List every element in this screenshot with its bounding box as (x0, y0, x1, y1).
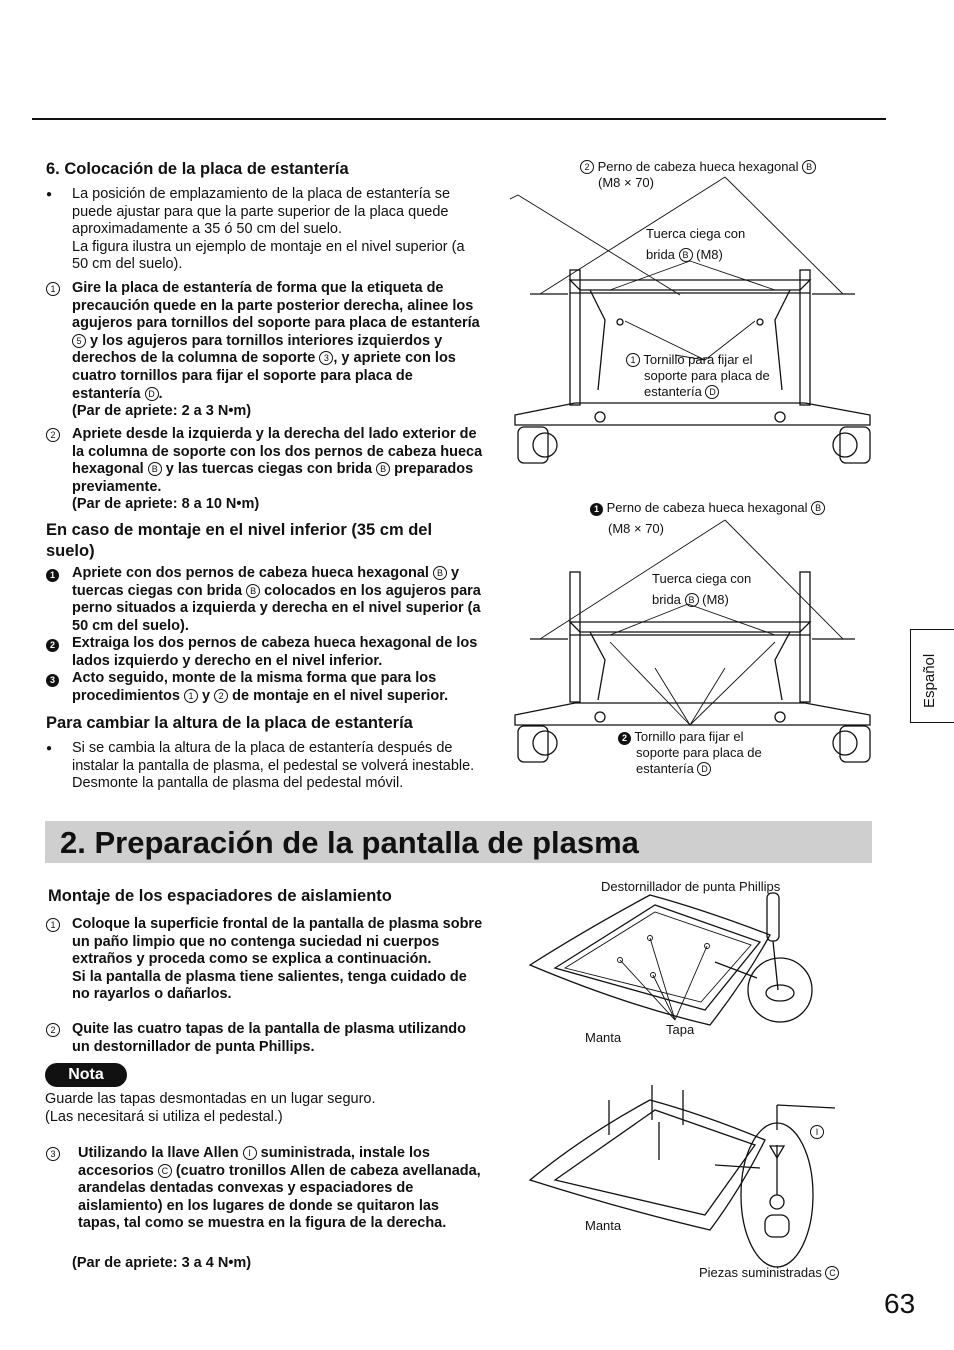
fig1-screw-text-3: estantería (644, 384, 706, 399)
leader-line (655, 668, 690, 725)
fig1-label-screw (626, 352, 770, 400)
manta-label: Manta (585, 1030, 622, 1045)
zoom-line (715, 1165, 760, 1168)
fig1-nut-text-2: brida (646, 247, 679, 262)
leader-line (510, 195, 518, 200)
fig2-screw-text: Tornillo para fijar el (631, 729, 744, 744)
fig1-label-nut (646, 223, 745, 265)
note-text (45, 1091, 485, 1126)
lower-item-2 (46, 635, 484, 670)
height-title: Para cambiar la altura de la placa de estantería (46, 714, 413, 732)
section2-s3c: (cuatro tronillos Allen de cabeza avellanada, arandelas dentadas convexas y espaciadores de aislamiento) en los lugares de donde se quitaron las tapas, tal como se muestra en la figura de la derecha. (78, 1162, 481, 1232)
screwdriver-handle (767, 893, 779, 941)
supplied-parts-text: Piezas suministradas (699, 1265, 826, 1280)
section2-instruction-2 (46, 1021, 484, 1056)
shelf-plate (570, 622, 810, 632)
ref-c: C (825, 1266, 839, 1280)
section2-s1b: Si la pantalla de plasma tiene salientes, tenga cuidado de no rayarlos o dañarlos. (72, 968, 467, 1003)
ref-b: B (802, 160, 816, 174)
fig2-screw-text-2: soporte para placa de (636, 745, 762, 760)
ref-2: 2 (580, 160, 594, 174)
column-right (800, 270, 810, 405)
step6-s2b: y las tuercas ciegas con brida (161, 461, 377, 478)
caster-small (595, 712, 605, 722)
leader-line (610, 642, 690, 725)
ref-b: B (679, 248, 693, 262)
bracket-right (775, 290, 790, 390)
section2-s2: Quite las cuatro tapas de la pantalla de plasma utilizando un destornillador de punta Phillips. (72, 1021, 467, 1055)
screwdriver-shaft (773, 941, 778, 990)
section2-torque-3: (Par de apriete: 3 a 4 N•m) (72, 1255, 252, 1271)
bracket-right (775, 632, 790, 700)
ref-1: 1 (626, 353, 640, 367)
screw (617, 319, 623, 325)
shelf-upper-figure (510, 155, 880, 475)
marker-2: 2 (46, 428, 60, 442)
step6-s2c: preparados previamente. (72, 461, 474, 495)
ref-d: D (697, 762, 711, 776)
zoom-circle (748, 958, 812, 1022)
section2-instruction-3 (46, 1145, 484, 1233)
marker-1: 1 (46, 918, 60, 932)
lower-i3c: de montaje en el nivel superior. (228, 687, 449, 704)
marker-2: 2 (46, 1023, 60, 1037)
height-bullet (46, 740, 484, 793)
fig2-label-screw (618, 729, 762, 777)
ref-i: I (810, 1125, 824, 1139)
ref-b: B (811, 501, 825, 515)
bracket-left (590, 290, 605, 390)
leader-line (650, 938, 675, 1020)
caster-wheel (833, 433, 857, 457)
allen-key (777, 1105, 835, 1130)
ref-2: 2 (214, 689, 228, 703)
ref-b: B (376, 462, 390, 476)
ref-b: B (246, 584, 260, 598)
step6-bullet-text-1: La posición de emplazamiento de la placa de estantería se puede ajustar para que la parte superior de la placa quede aproximadamente a 35 ó 50 cm del suelo. (72, 186, 451, 238)
step6-s1c: , y apriete con los cuatro tornillos para fijar el soporte para placa de estantería (72, 350, 456, 402)
fig2-screw-text-3: estantería (636, 761, 698, 776)
fig1-bolt-size: (M8 × 70) (598, 175, 654, 190)
remove-caps-figure (525, 890, 825, 1040)
blanket-outline (530, 895, 770, 1025)
ref-d: D (145, 387, 159, 401)
marker-1: 1 (46, 282, 60, 296)
manta-label-2: Manta (585, 1218, 622, 1233)
note-text-1: Guarde las tapas desmontadas en un lugar seguro. (45, 1091, 376, 1107)
screw (757, 319, 763, 325)
blanket-outline (530, 1100, 765, 1230)
step6-s1b: y los agujeros para tornillos interiores izquierdos y derechos de la columna de soporte (72, 332, 443, 367)
num-1: 1 (590, 503, 603, 516)
fig1-screw-text-2: soporte para placa de (644, 368, 770, 383)
lower-i3a: Acto seguido, monte de la misma forma que para los procedimientos (72, 670, 437, 704)
caster-wheel (533, 433, 557, 457)
step6-torque-2: (Par de apriete: 8 a 10 N•m) (72, 496, 260, 513)
section2-s3b: suministrada, instale los accesorios (78, 1145, 430, 1179)
lower-i2: Extraiga los dos pernos de cabeza hueca hexagonal de los lados izquierdo y derecho en el nivel inferior. (72, 635, 478, 669)
ref-b: B (685, 593, 699, 607)
lower-i1c: colocados en los agujeros para perno situados a izquierda y derecha en el nivel superior (a 50 cm del suelo). (72, 582, 481, 634)
base-frame (515, 403, 870, 425)
fig2-bolt-size: (M8 × 70) (608, 521, 664, 536)
note-badge: Nota (45, 1063, 127, 1087)
note-text-2: (Las necesitará si utiliza el pedestal.) (45, 1108, 283, 1125)
fig2-nut-size: (M8) (698, 592, 729, 607)
ref-b: B (148, 462, 162, 476)
section-title: 2. Preparación de la pantalla de plasma (60, 825, 639, 860)
step6-bullet-text-2: La figura ilustra un ejemplo de montaje en el nivel superior (a 50 cm del suelo). (72, 238, 465, 273)
section2-s3a: Utilizando la llave Allen (78, 1145, 243, 1161)
ref-c: C (158, 1164, 172, 1178)
caster-small (595, 412, 605, 422)
num-3: 3 (46, 674, 59, 687)
caster-small (775, 412, 785, 422)
bullet-dot: ● (46, 743, 53, 754)
fig1-nut-size: (M8) (692, 247, 723, 262)
plasma-display (555, 905, 760, 1010)
column-left (570, 572, 580, 702)
fig1-nut-text: Tuerca ciega con (646, 226, 746, 241)
bullet-dot: ● (46, 189, 53, 200)
tapa-label: Tapa (666, 1022, 695, 1037)
fig1-screw-text: Tornillo para fijar el (640, 352, 753, 367)
step6-instruction-2 (46, 426, 484, 514)
driver-label: Destornillador de punta Phillips (601, 879, 781, 894)
step6-s1a: Gire la placa de estantería de forma que la etiqueta de precaución quede en la parte posterior derecha, alinee los agujeros para tornillos del soporte para placa de estantería (72, 280, 480, 332)
header-rule (32, 118, 886, 120)
ref-i: I (243, 1146, 257, 1160)
lower-title: En caso de montaje en el nivel inferior (35 cm del suelo) (46, 521, 433, 560)
step6-instruction-1 (46, 280, 484, 421)
step6-bullet (46, 186, 484, 274)
fig2-nut-text: Tuerca ciega con (652, 571, 752, 586)
num-2: 2 (46, 639, 59, 652)
plasma-display (555, 1110, 755, 1215)
fig2-label-bolt (590, 497, 825, 539)
ref-5: 5 (72, 334, 86, 348)
marker-3: 3 (46, 1147, 60, 1161)
shelf-plate (570, 280, 810, 290)
column-right (800, 572, 810, 702)
lower-item-1 (46, 565, 484, 635)
allen-key-ref (810, 1124, 824, 1140)
page-number: 63 (884, 1288, 916, 1319)
install-spacers-figure (525, 1080, 845, 1270)
fig1-label-bolt (580, 159, 816, 191)
fig2-label-nut (652, 568, 751, 610)
toothed-washer (770, 1195, 784, 1209)
caster-small (775, 712, 785, 722)
ref-b: B (433, 566, 447, 580)
section2-s1: Coloque la superficie frontal de la pantalla de plasma sobre un paño limpio que no contenga suciedad ni cuerpos extraños y proceda como se explica a continuación. (72, 916, 483, 968)
num-1: 1 (46, 569, 59, 582)
ref-3: 3 (319, 351, 333, 365)
language-tab (910, 629, 954, 723)
leader-line (690, 261, 775, 290)
column-left (570, 270, 580, 405)
height-text: Si se cambia la altura de la placa de estantería después de instalar la pantalla de plasma, el pedestal se volverá inestable. Desmonte la pantalla de plasma del pedestal móvil. (72, 740, 475, 792)
spacers-subtitle: Montaje de los espaciadores de aislamiento (48, 887, 392, 905)
lower-i1b: y tuercas ciegas con brida (72, 565, 460, 599)
fig1-bolt-text: Perno de cabeza hueca hexagonal (594, 159, 803, 174)
leader-line (690, 642, 775, 725)
language-tab-label: Español (921, 653, 938, 708)
lower-item-3 (46, 670, 484, 705)
step6-s1d: . (158, 385, 163, 402)
lower-i3b: y (198, 687, 215, 704)
leader-line (620, 960, 675, 1020)
ref-1: 1 (184, 689, 198, 703)
fig2-bolt-text: Perno de cabeza hueca hexagonal (603, 500, 812, 515)
bracket-left (590, 632, 605, 700)
step6-torque-1: (Par de apriete: 2 a 3 N•m) (72, 403, 252, 420)
caster-wheel (533, 731, 557, 755)
ref-d: D (705, 385, 719, 399)
step6-title: 6. Colocación de la placa de estantería (46, 160, 349, 178)
caster-wheel (833, 731, 857, 755)
cap (766, 985, 794, 1001)
fig2-nut-text-2: brida (652, 592, 685, 607)
supplied-parts-label (699, 1265, 839, 1281)
insulation-spacer (765, 1215, 789, 1237)
step6-s2a: Apriete desde la izquierda y la derecha del lado exterior de la columna de soporte con los dos pernos de cabeza hueca hexagonal (72, 426, 483, 478)
lower-i1a: Apriete con dos pernos de cabeza hueca hexagonal (72, 565, 433, 581)
num-2: 2 (618, 732, 631, 745)
section2-instruction-1 (46, 916, 484, 1004)
leader-line (610, 261, 690, 290)
